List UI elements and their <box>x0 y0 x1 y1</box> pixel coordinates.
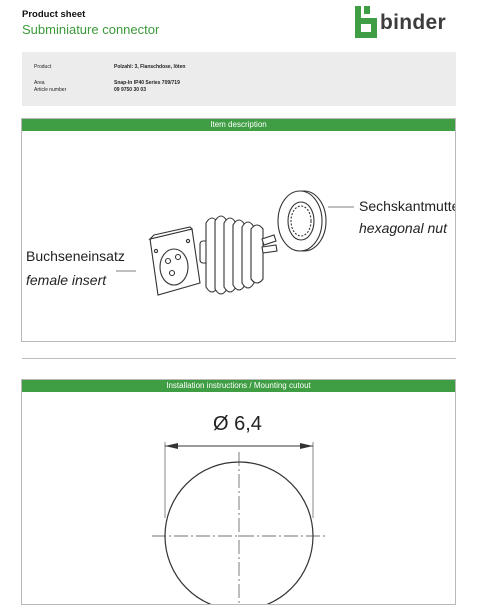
logo-wordmark: binder <box>380 11 446 34</box>
label-female-insert-de: Buchseneinsatz <box>26 248 125 264</box>
installation-panel <box>21 379 456 605</box>
item-description-heading: Item description <box>22 119 455 131</box>
dimension-arrow-left-icon <box>165 443 178 449</box>
info-value: Snap-In IP40 Series 709/719 <box>114 80 180 86</box>
label-hex-nut-en: hexagonal nut <box>359 220 447 236</box>
info-value: 09 9750 30 03 <box>114 87 146 93</box>
page-subtitle: Subminiature connector <box>22 22 160 37</box>
item-description-panel <box>21 118 456 342</box>
binder-logo-mark-icon <box>352 4 382 40</box>
info-key: Area <box>34 80 45 86</box>
female-insert-illustration <box>150 216 277 295</box>
binder-logo <box>352 4 456 40</box>
info-key: Product <box>34 64 52 70</box>
label-hex-nut-de: Sechskantmutter <box>359 198 455 214</box>
mounting-cutout-drawing <box>22 392 455 604</box>
section-divider <box>22 358 456 359</box>
info-key: Article number <box>34 87 67 93</box>
hexagonal-nut-illustration <box>278 191 326 251</box>
product-info-box <box>22 52 456 106</box>
cutout-diameter-label: Ø 6,4 <box>213 413 262 435</box>
insert-face <box>160 249 188 285</box>
page-title: Product sheet <box>22 9 86 20</box>
dimension-arrow-right-icon <box>300 443 313 449</box>
threaded-body <box>200 216 277 294</box>
info-value: Polzahl: 3, Flanschdose, löten <box>114 64 186 70</box>
connector-drawing <box>22 131 455 341</box>
label-female-insert-en: female insert <box>26 272 107 288</box>
installation-heading: Installation instructions / Mounting cutout <box>22 380 455 392</box>
